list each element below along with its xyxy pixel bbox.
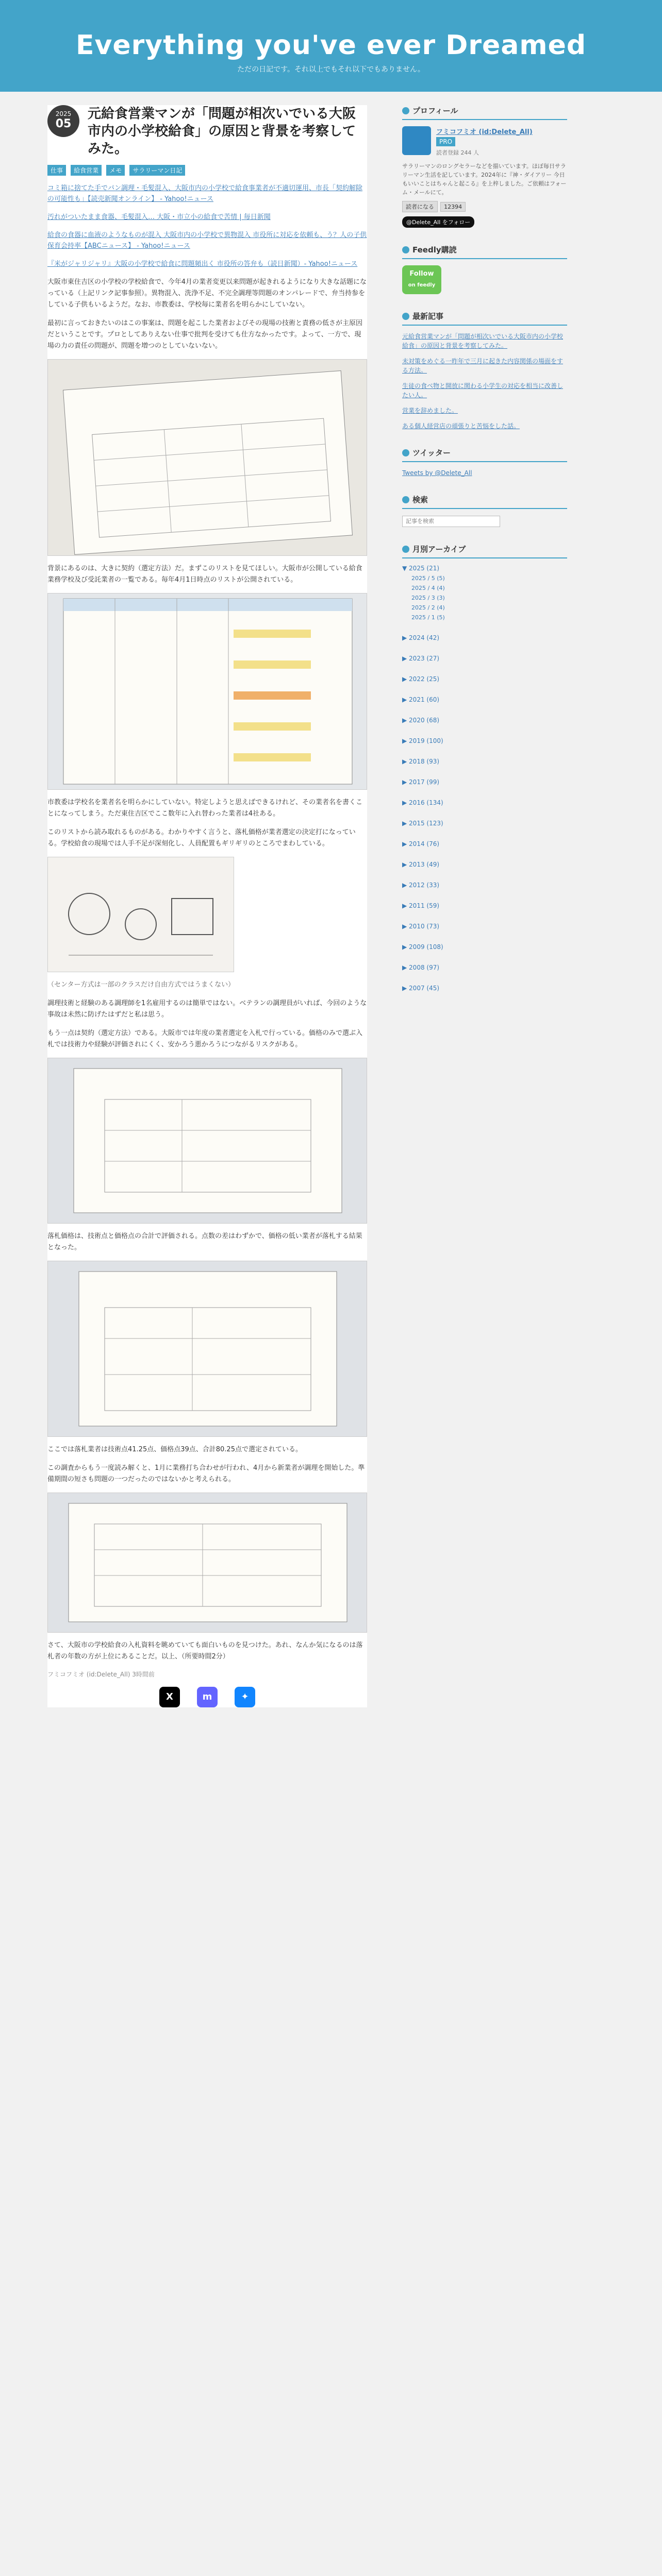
feedly-follow-button[interactable] [402,265,441,294]
archive-year-label[interactable]: ▶ 2013 (49) [402,860,440,868]
bid-sheet-photo [48,1493,367,1632]
site-title[interactable]: Everything you've ever Dreamed [75,30,587,61]
archive-year-label[interactable]: ▶ 2021 (60) [402,696,440,703]
article [47,105,367,1707]
illustration-photo [47,857,234,972]
feedly-icon [402,246,409,253]
photo-bid-sheet-2 [47,1261,367,1437]
photo-caption: （センター方式は一部のクラスだけ自由方式ではうまくない） [47,981,235,989]
archive-year-label[interactable]: ▶ 2023 (27) [402,654,440,662]
archive-year-label[interactable]: ▶ 2016 (134) [402,799,443,806]
bluesky-share-icon[interactable]: ✦ [235,1687,255,1707]
document-photo [48,360,367,555]
date-month: 05 [55,117,72,130]
search-heading: 検索 [412,495,428,504]
recent-heading: 最新記事 [412,312,444,321]
paragraph: 落札価格は、技術点と価格点の合計で評価される。点数の差はわずかで、価格の低い業者が落札する結果となった。 [47,1232,362,1251]
archive-month-link[interactable]: 2025 / 3 (3) [411,594,445,601]
recent-post-link[interactable]: 元給食営業マンが「問題が相次いでいる大阪市内の小学校給食」の原因と背景を考察してみた。 [402,333,564,349]
archive-heading: 月別アーカイブ [412,544,466,554]
site-header [0,0,662,92]
tag-item[interactable]: メモ [106,165,125,176]
archive-month-link[interactable]: 2025 / 2 (4) [411,604,445,611]
feedly-btn-bottom: on feedly [408,282,436,288]
subscribe-label: 読者になる [406,204,434,210]
tag-item[interactable]: 仕事 [47,165,66,176]
profile-name[interactable]: フミコフミオ (id:Delete_All) [436,128,533,136]
article-title[interactable]: 元給食営業マンが「問題が相次いでいる大阪市内の小学校給食」の原因と背景を考察してみた。 [88,106,356,157]
paragraph: さて、大阪市の学校給食の入札資料を眺めていても面白いものを見つけた。あれ、なんか気になるのは落札者の年数の方が上位にあることだ。以上、（所要時間2分） [47,1641,363,1660]
tag-list [47,165,367,176]
date-year: 2025 [55,110,72,117]
bid-sheet-photo [48,1058,367,1223]
subscribe-button[interactable] [402,201,438,212]
archive-year-label[interactable]: ▶ 2010 (73) [402,922,440,930]
archive-year-label[interactable]: ▼ 2025 (21) [402,564,440,572]
author-line[interactable]: フミコフミオ (id:Delete_All) 3時間前 [47,1671,155,1678]
recent-posts-module [402,311,567,431]
archive-month-link[interactable]: 2025 / 4 (4) [411,584,445,591]
reference-links [47,183,367,269]
news-link[interactable]: 汚れがついたまま食器、毛髪混入… 大阪・市立小の給食で苦情 | 毎日新聞 [47,213,271,221]
share-buttons [47,1687,367,1707]
news-link[interactable]: 『米がジャリジャリ』大阪の小学校で給食に問題頻出く 市役所の答弁も（読日新聞）- Yahoo!ニュース [47,260,358,268]
photo-bid-sheet-1 [47,1058,367,1224]
pro-badge: PRO [436,137,455,146]
archive-icon [402,546,409,553]
paragraph: もう一点は契約（選定方法）である。大阪市では年度の業者選定を入札で行っている。価格のみで選ぶ入札では技術力や経験が評価されにくく、安かろう悪かろうにつながるリスクがある。 [47,1029,363,1048]
twitter-heading: ツイッター [412,448,451,457]
feedly-module [402,244,567,294]
search-input[interactable] [402,516,500,527]
recent-icon [402,313,409,320]
paragraph: ここでは落札業者は技術点41.25点、価格点39点、合計80.25点で選定されている。 [47,1446,302,1453]
twitter-icon [402,449,409,456]
archive-year-label[interactable]: ▶ 2024 (42) [402,634,440,641]
archive-year-label[interactable]: ▶ 2008 (97) [402,963,440,971]
recent-post-link[interactable]: ある個人経営店の頑張りと苦悩をした話。 [402,422,520,430]
photo-document-list [47,359,367,556]
feedly-btn-top: Follow [409,270,434,278]
archive-year-2025[interactable] [402,565,567,621]
archive-year-label[interactable]: ▶ 2012 (33) [402,881,440,889]
profile-module [402,105,567,228]
profile-readers: 読者登録 244 人 [436,149,479,156]
sidebar [402,105,567,1008]
archive-year-label[interactable]: ▶ 2017 (99) [402,778,440,786]
school-list-photo [48,594,367,789]
archive-year-label[interactable]: ▶ 2007 (45) [402,984,440,992]
reader-count: 12394 [440,202,466,212]
news-link[interactable]: コミ箱に捨てた手でパン調理・毛髪混入、大阪市内の小学校で給食事業者が不適切運用、市長「契約解除の可能性も」【読売新聞オンライン】 - Yahoo!ニュース [47,184,363,203]
archive-month-link[interactable]: 2025 / 1 (5) [411,614,445,621]
profile-icon [402,107,409,114]
twitter-module [402,447,567,478]
tag-item[interactable]: 給食営業 [71,165,102,176]
sketch-image [48,857,234,972]
archive-year-label[interactable]: ▶ 2022 (25) [402,675,440,683]
x-share-icon[interactable]: X [159,1687,180,1707]
profile-heading: プロフィール [412,106,458,115]
archive-year-label[interactable]: ▶ 2019 (100) [402,737,443,744]
search-module [402,494,567,527]
archive-year-label[interactable]: ▶ 2011 (59) [402,902,440,909]
site-subtitle: ただの日記です。それ以上でもそれ以下でもありません。 [237,65,425,74]
paragraph: 最初に言っておきたいのはこの事案は、問題を起こした業者およびその現場の技術と責務の低さが主原因だということです。プロとしてありえない仕事で批判を受けても仕方なかったです。よって、一方で、現場の力の責任の問題が、問題を増つのとしていないない。 [47,319,363,350]
article-body [47,277,367,1663]
paragraph: 大阪市東住吉区の小学校の学校給食で、今年4月の業者変更以来問題が起きれるようになり大きな話題になっている（上記リンク記事参照）。異物混入、洗浄不足、不完全調理等問題のオンパレードで、弁当持参をしている子供もいるようだ。なお、市教委は、学校毎に業者名を明らかにしていない。 [47,278,367,309]
mastodon-share-icon[interactable]: m [197,1687,218,1707]
archive-year-label[interactable]: ▶ 2020 (68) [402,716,440,724]
archive-month-link[interactable]: 2025 / 5 (5) [411,574,445,582]
tag-item[interactable]: サラリーマン日記 [129,165,185,176]
photo-school-list [47,593,367,790]
recent-post-link[interactable]: 営業を辞めました。 [402,407,458,414]
x-follow-button[interactable]: @Delete_All をフォロー [402,216,474,228]
profile-description: サラリーマンのロングセラーなどを描いています。ほぼ毎日サラリーマン生活を記しています。2024年に『神・ダイアリー 今日もいいことはちゃんと起こる』を上梓しました。ご依頼はフォーム・メールにて。 [402,163,567,196]
feedly-heading: Feedly購読 [412,245,457,255]
paragraph: このリストから読み取れるものがある。わかりやすく言うと、落札価格が業者選定の決定打になっている。学校給食の現場では人手不足が深刻化し、人員配置もギリギリのところでまわしている。 [47,828,356,848]
archive-year-label[interactable]: ▶ 2018 (93) [402,757,440,765]
paragraph: 背景にあるのは、大きに契約（選定方法）だ。まずこのリストを見てほしい。大阪市が公開している給食業務学校及び受託業者の一覧である。毎年4月1日時点のリストが公開されている。 [47,565,362,584]
photo-bid-sheet-3 [47,1493,367,1633]
recent-post-link[interactable]: 未対策をめぐる一昨年で三月に起きた内容関係の場面をする方法。 [402,358,564,374]
date-badge [47,105,79,137]
twitter-timeline-link[interactable]: Tweets by @Delete_All [402,469,472,477]
archive-year-label[interactable]: ▶ 2014 (76) [402,840,440,848]
avatar[interactable] [402,126,431,155]
recent-post-link[interactable]: 生徒の食べ物と開放に関わる小学生の対応を相当に改善したい人。 [402,382,564,399]
paragraph: 市教委は学校名を業者名を明らかにしていない。特定しようと思えばできるけれど、その業者名を書くことになってしまう。ただ東住吉区でここ数年に入れ替わった業者は4社ある。 [47,799,363,818]
paragraph: 調理技術と経験のある調理師を1名雇用するのは簡単ではない。ベテランの調理員がいれば、今回のような事故は未然に防げたはずだと私は思う。 [47,999,367,1019]
archive-year-label[interactable]: ▶ 2015 (123) [402,819,443,827]
archive-year-label[interactable]: ▶ 2009 (108) [402,943,443,951]
news-link[interactable]: 給食の食器に血液のようなものが混入 大阪市内の小学校で異物混入 市役所に対応を依頼も、う？人の子供保育会持率【ABCニュース】 - Yahoo!ニュース [47,231,367,250]
paragraph: この調査からもう一度読み解くと、1月に業務打ち合わせが行われ、4月から新業者が調理を開始した。準備期間の短さも問題の一つだったのではないかと考えられる。 [47,1464,365,1483]
archive-module [402,544,567,992]
bid-sheet-photo [48,1261,367,1436]
search-icon [402,496,409,503]
